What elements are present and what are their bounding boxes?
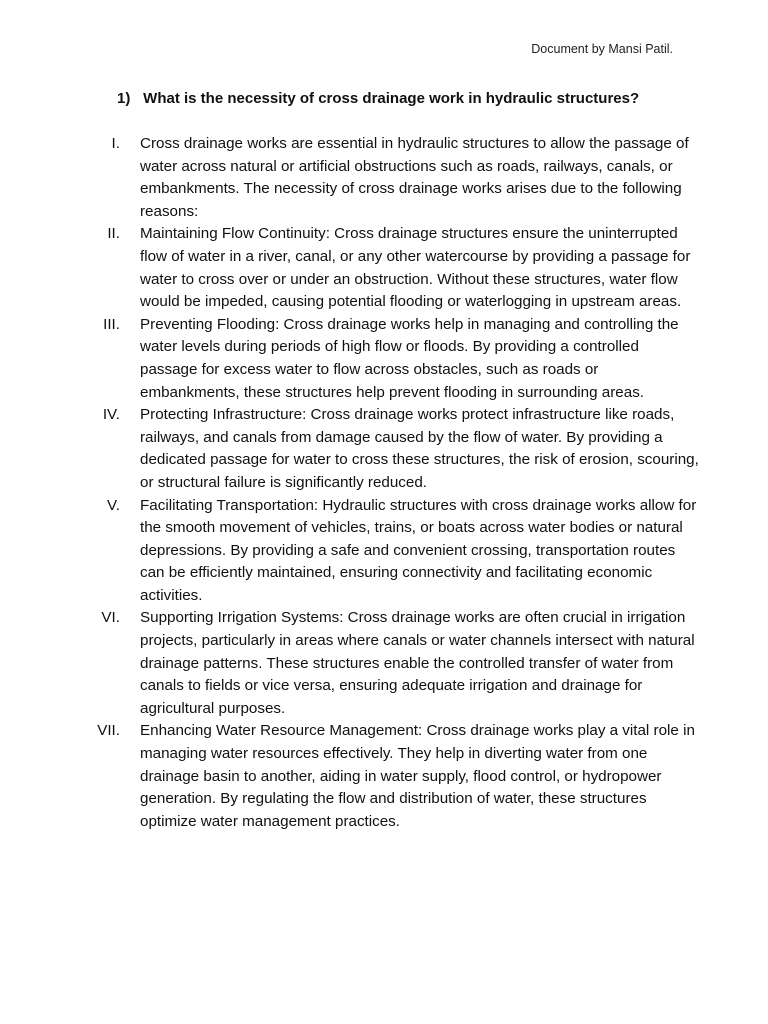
list-item (60, 223, 700, 313)
list-item-numeral: III. (103, 315, 120, 333)
list-item-text: Facilitating Transportation: Hydraulic structures with cross drainage works allow for the smooth movement of vehicles, trains, or boats across water bodies or natural depressions. By providing a safe and convenient crossing, transportation routes can be efficiently maintained, ensuring connectivity and facilitating economic activities. (140, 496, 697, 604)
list-item (60, 607, 700, 720)
list-item-numeral: VI. (101, 609, 120, 627)
list-item-text: Preventing Flooding: Cross drainage works help in managing and controlling the water levels during periods of high flow or floods. By providing a controlled passage for excess water to flow across obstacles, such as roads or embankments, these structures help prevent flooding in surrounding areas. (140, 315, 679, 401)
list-item (60, 133, 700, 223)
list-item (60, 720, 700, 833)
list-item (60, 314, 700, 404)
list-item (60, 495, 700, 608)
list-item-text: Maintaining Flow Continuity: Cross drainage structures ensure the uninterrupted flow of water in a river, canal, or any other watercourse by providing a passage for water to cross over or under an obstruction. Without these structures, water flow would be impeded, causing potential flooding or waterlogging in upstream areas. (140, 225, 691, 311)
list-item-numeral: I. (111, 135, 120, 152)
list-item-numeral: II. (107, 225, 120, 243)
question-heading (117, 90, 639, 107)
list-item-numeral: V. (107, 496, 120, 514)
list-item-text: Protecting Infrastructure: Cross drainage works protect infrastructure like roads, railways, and canals from damage caused by the flow of water. By providing a dedicated passage for water to cross these structures, the risk of erosion, scouring, or structural failure is significantly reduced. (140, 406, 699, 491)
question-text: What is the necessity of cross drainage work in hydraulic structures? (143, 90, 640, 107)
author-note: Document by Mansi Patil. (531, 42, 673, 56)
answer-list (60, 133, 700, 833)
list-item-numeral: VII. (97, 722, 120, 740)
list-item (60, 404, 700, 494)
question-number: 1) (117, 90, 131, 107)
list-item-text: Supporting Irrigation Systems: Cross drainage works are often crucial in irrigation projects, particularly in areas where canals or water channels intersect with natural drainage patterns. These structures enable the controlled transfer of water from canals to fields or vice versa, ensuring adequate irrigation and drainage for agricultural purposes. (140, 609, 695, 717)
list-item-text: Cross drainage works are essential in hydraulic structures to allow the passage of water across natural or artificial obstructions such as roads, railways, canals, or embankments. The necessity of cross drainage works arises due to the following reasons: (140, 135, 689, 220)
list-item-text: Enhancing Water Resource Management: Cross drainage works play a vital role in managing water resources effectively. They help in diverting water from one drainage basin to another, aiding in water supply, flood control, or hydropower generation. By regulating the flow and distribution of water, these structures optimize water management practices. (140, 722, 695, 830)
list-item-numeral: IV. (102, 406, 120, 424)
